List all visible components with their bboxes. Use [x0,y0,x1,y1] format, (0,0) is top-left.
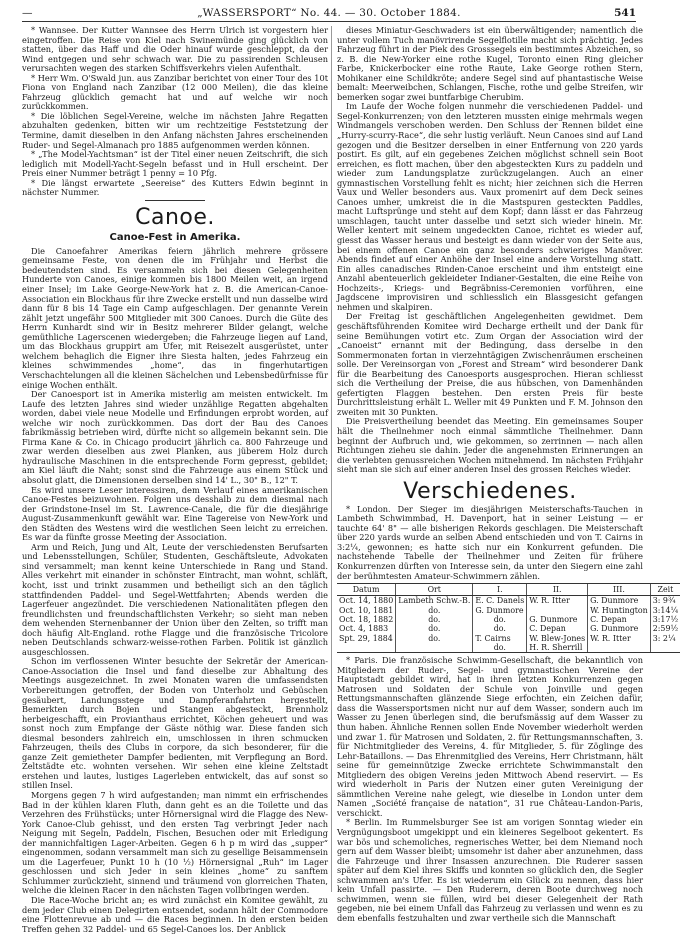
header-dash: — [22,7,33,19]
canoe-paragraph: Arm und Reich, Jung und Alt, Leute der verschiedensten Berufsarten und Lebensstellungen, Schüler, Studenten, Geschäftsleute, Advokaten sind versammelt; man kennt keine Unterschiede in Rang und Stand. Alles verkehrt mit einander in schönster Eintracht, man wohnt, schläft, kocht, isst und trinkt zusammen und betheiligt sich an den täglich stattfindenden Paddel- und Segel-Wettfahrten; Abends werden die Lagerfeuer angezündet. Die verschiedenen Nationalitäten pflegen den freundlichsten und freundschaftlichsten Verkehr; so sieht man neben dem wehenden Sternenbanner der Union über den Zelten, so trifft man doch häufig Alt-England. rothe Flagge und die französische Tricolore neben Deutschlands schwarz-weisse-rothen Farben. Politik ist gänzlich ausgeschlossen. [22,541,328,657]
table-cell: 3: 2¼ [650,634,680,643]
table-cell: W. R. Itter [527,596,588,606]
table-cell [396,643,473,653]
canoe-paragraph: Morgens gegen 7 h wird aufgestanden; man nimmt ein erfrischendes Bad in der kühlen klaren Fluth, dann geht es an die Toilette und das Verzehren des Frühstücks; unter Hörnersignal wird die Flagge des New-York Canoe-Club gehisst, und den ersten Tag verbringt Jeder nach Neigung mit Segeln, Paddeln, Fischen, Besuchen oder mit Erledigung der mannichfaltigen Lager-Arbeiten. Gegen 6 h p m wird das „supper“ eingenommen, sodann versammelt man sich zu gesellige Beisammensein um die Lagerfeuer, Punkt 10 h (10 ½) Hörnersignal „Ruh“ im Lager geschlossen und sich Jeder in sein kleines „home“ zu sanftem Schlummer zurückzieht, sinnend und träumend von glorreichen Thaten, welche die kleinen Racer in den nächsten Tagen vollbringen werden. [22,790,328,896]
column-divider [331,26,332,892]
section-divider [145,200,205,201]
canoe-paragraph-cont: Der Freitag ist geschäftlichen Angelegenheiten gewidmet. Dem geschäftsführenden Komitee wird Decharge ertheilt und der Dank für seine Bemühungen votirt etc. Zum Organ der Association wird der „Canoeist“ ernannt mit der Bedingung, dass derselbe in den Sommermonaten fortan in vierzehntägigen Zwischenräumen erscheinen solle. Der Vereinsorgan von „Forest and Stream“ wird besonderer Dank für die Bearbeitung des Canoesports ausgesprochen. Hieran schliesst sich die Vertheilung der Preise, die aus hübschen, von Damenhänden gefertigten Flaggen bestehen. Den ersten Preis für beste Durchrittsleistung erhält L. Weller mit 49 Punkten und F. M. Johnson den zweiten mit 30 Punkten. [337,311,643,417]
table-cell: E. C. Danels [473,596,527,606]
table-row [337,624,680,633]
news-item-oswald: * Herr Wm. O'Swald jun. aus Zanzibar berichtet von einer Tour des 10t Fiona von England nach Zanzibar (12 000 Meilen), die das kleine Fahrzeug glücklich gemacht hat und auf welche wir noch zurückkommen. [22,72,328,112]
table-cell: W. R. Itter [588,634,651,643]
table-cell: do. [396,606,473,615]
table-cell: G. Dunmore [588,624,651,633]
table-cell: G. Dunmore [527,615,588,624]
canoe-paragraph: Die Canoefahrer Amerikas feiern jährlich mehrere grössere gemeinsame Feste, von denen die im Frühjahr und Herbst die bedeutendsten sind. Es versammeln sich bei diesen Gelegenheiten Hunderte von Canoes, einige kommen bis 1800 Meilen weit, an irgend einer Insel; im Lake George-New-York hat z. B. die American-Canoe-Association ein Blockhaus für ihre Zwecke erstellt und nun dasselbe wird dann für 8 bis 14 Tage ein Camp aufgeschlagen. Der genannte Verein zählt jetzt ungefähr 500 Mitglieder mit 300 Canoes. Durch die Güte des Herrn Kunhardt sind wir in Besitz mehrerer Bilder gelangt, welche gemüthliche Lagerscenen wiedergeben; die Fahrzeuge liegen auf Land, um das Blockhaus gruppirt am Ufer, mit Reisezelt ausgerüstet, unter welchem behaglich die Eigner ihre Siesta halten, jedes Fahrzeug ein kleines schwimmendes „home“, das in fingerhutartigen Verschachtelungen all die kleinen Sächelchen und Lebensbedürfnisse für einige Wochen enthält. [22,245,328,390]
canoe-paragraph-cont: Im Laufe der Woche folgen nunmehr die verschiedenen Paddel- und Segel-Konkurrenzen; von den letzteren mussten einige mehrmals wegen Windmangels verschoben werden. Den Schluss der Rennen bildet eine „Hurry-scurry-Race“, die sehr lustig verläuft. Neun Canoes sind auf Land gezogen und die Besitzer derselben in einer Entfernung von 220 yards postirt. Es gilt, auf ein gegebenes Zeichen möglichst schnell sein Boot erreichen, es flott machen, über den abgesteckten Kurs zu paddeln und wieder zum Landungsplatze zurückzugelangen. Auch an einer gymnastischen Vorstellung fehlt es nicht; hier zeichnen sich die Herren Vaux und Weller besonders aus. Vaux promenirt auf dem Deck seines Canoes umher, umkreist die in die Mastspuren gesteckten Paddles, macht Luftsprünge und steht auf dem Kopf; dann lässt er das Fahrzeug umschlagen, taucht unter dasselbe und setzt sich wieder hinein. Mr. Weller kentert mit seinem ungedeckten Canoe, richtet es wieder auf, giesst das Wasser heraus und besteigt es dann wieder von der Seite aus, bei einem offenen Canoe ein ganz besonders schwieriges Manöver. Abends findet auf einer Anhöhe der Insel eine andere Vorstellung statt. Ein alles canadisches Rinden-Canoe erscheint und ihm entsteigt eine Anzahl abenteuerlich gekleideter Indianer-Gestalten, die eine Reihe von Hochzeits-, Kriegs- und Begräbniss-Ceremonien vorführen, eine Jagdscene improvisiren und schliesslich ein Blassgesicht gefangen nehmen und skalpiren. [337,101,643,312]
table-cell: G. Dunmore [473,606,527,615]
table-header-row [337,584,680,596]
table-cell [650,643,680,653]
page-header [22,7,636,22]
table-cell: H. R. Sherrill [527,643,588,653]
page-number: 541 [614,7,636,19]
news-item-seereise: * Die längst erwartete „Seereise“ des Kutters Edwin beginnt in nächster Nummer. [22,177,328,198]
table-cell: Oct. 14, 1880 [339,596,394,606]
table-cell [588,643,651,653]
column-header: I. [473,584,527,596]
canoe-paragraph-cont: Die Preisvertheilung beendet das Meeting. Ein gemeinsames Souper hält die Theilnehmer noch einmal sämmtliche Theilnehmer. Dann beginnt der Aufbruch und, wie gekommen, so zerrinnen — nach allen Richtungen zieheu sie dahin. Jeder die angenehmsten Erinnerungen an die verlebten genussreichen Wochen mitnehmend. Im nächsten Frühjahr sieht man sie sich auf einer anderen Insel des grossen Reiches wieder. [337,416,643,475]
column-header: III. [588,584,651,596]
news-item-model-yachtsman: * „The Model-Yachtsman“ ist der Titel einer neuen Zeitschrift, die sich lediglich mit Modell-Yacht-Segeln befasst und in Hull erscheint. Der Preis einer Nummer beträgt 1 penny = 10 Pfg. [22,149,328,179]
news-item-berlin: * Berlin. Im Rummelsburger See ist am vorigen Sonntag wieder ein Vergnügungsboot umgekippt und ein kleineres Segelboot gekentert. Es war bös und schemoliches, regnerisches Wetter, bei dem Niemand noch gern auf dem Wasser bleibt; umsomehr ist daher aber anzunehmen, dass die Fahrzeuge und ihrer Insassen anzurechnen. Die Ruderer sassen später auf dem Kiel ihres Skiffs und konnten so glücklich den, die Segler schwammen an's Ufer. Es ist wiederum ein Glück zu nennen, dass hier kein Unfall passirte. — Den Ruderern, deren Boote durchweg noch schwimmen, wenn sie füllen, wird bei dieser Gelegenheit der Rath gegeben, nie bei einem Unfall das Fahrzeug zu verlassen und wenn es zu dem ebenfalls festzuhalten und zwar vertheile sich die Mannschaft [337,817,643,923]
canoe-paragraph: Es wird unsere Leser interessiren, dem Verlauf eines amerikanischen Canoe-Festes beizuwohnen. Folgen uns desshalb zu dem diesmal nach der Grindstone-Insel im St. Lawrence-Canale, die für die diesjährige August-Zusammenkunft gewählt war. Eine Tagereise von New-York und den Städten des Westens wird die westlichen Seen leicht zu erreichen. Es war da fünfte grosse Meeting der Association. [22,484,328,543]
table-cell: 3: 9¾ [650,596,680,606]
results-table [337,583,680,653]
canoe-paragraph: Die Race-Woche bricht an; es wird zunächst ein Komitee gewählt, zu dem jeder Club einen Delegirten entsendet, sodann hält der Commodore eine Flottenrevue ab und — die Races beginnen. In den ersten beiden Treffen gehen 32 Paddel- und 65 Segel-Canoes los. Der Anblick [22,895,328,934]
table-cell: Spt. 29, 1884 [339,633,393,643]
table-cell: 3:14¼ [650,606,680,615]
table-row [337,643,680,653]
table-cell [337,643,396,653]
table-row [337,596,680,606]
section-title-verschiedenes: Verschiedenes. [403,478,577,504]
table-cell: do. [473,643,527,653]
table-cell: Oct. 10, 1881 [339,605,394,615]
table-row [337,615,680,624]
header-title: „WASSERSPORT“ No. 44. — 30. October 1884. [197,7,461,19]
table-cell: Oct. 4, 1883 [339,624,389,634]
table-cell: Lambeth Schw.-B. [396,596,473,606]
news-item-paris: * Paris. Die französische Schwimm-Gesellschaft, die bekanntlich von Mitgliedern der Ruder-, Segel- und gymnastischen Vereine der Hauptstadt gebildet wird, hat in ihren letzten Konkurrenzen gegen Matrosen und Soldaten der Schule von Joinville und gegen Rettungsmannschaften glänzende Siege erfochten, ein Zeichen dafür, dass die Wassersportsmen nicht nur auf dem Wasser, sondern auch im Wasser zu Jenen überlegen sind, die berufsmässig auf dem Wasser zu thun haben. Ähnliche Rennen sollen Ende November wiederholt werden und zwar 1. für Matrosen und Soldaten, 2. für Rettungsmannschaften, 3. für Nichtmitglieder des Vereins, 4. für Mitglieder, 5. für Zöglinge des Lehr-Bataillons. — Das Ehrenmitglied des Vereins, Herr Christmann, hält seine für gemeinnützige Zwecke errichtete Schwimmanstalt den Mitgliedern des obigen Vereins jeden Mittwoch Abend reservirt. — Es wird wiederholt in Paris der Nutzen einer guten Vereinigung der sämmtlichen Vereine nahe gelegt, wie dieselbe in London unter dem Namen „Société française de natation“, 31 rue Château-Landon-Paris, verschickt. [337,655,643,818]
news-item-london: * London. Der Sieger im diesjährigen Meisterschafts-Tauchen in Lambeth Schwimmbad, H. Davenport, hat in seiner Leistung — er tauchte 64' 8" — alle bisherigen Rekords geschlagen. Die Meisterschaft über 220 yards wurde an selben Abend entschieden und von T. Cairns in 3:2¼, gewonnen; es hatte sich nur ein Konkurrent gefunden. Die nachstehende Tabelle der Theilnehmer und Zeiten für frühere Konkurrenzen dürften von Interesse sein, da unter den Siegern eine zahl der berühmtesten Amateur-Schwimmern zählen. [337,503,643,581]
column-header: II. [527,584,588,596]
column-header: Ort [396,584,473,596]
table-cell: do. [473,624,527,633]
right-column [337,25,679,923]
table-cell: W. Huntington [588,606,651,615]
column-header: Datum [337,584,396,596]
table-cell: do. [473,615,527,624]
table-cell: T. Cairns [473,634,527,643]
table-row [337,606,680,615]
table-cell: do. [396,615,473,624]
section-title-canoe: Canoe. [135,204,215,230]
canoe-paragraph: Der Canoesport ist in Amerika misterlig am meisten entwickelt. Im Laufe des letzten Jahres sind wieder unzählige Regatten abgehalten worden, dabei viele neue Modelle und Erfindungen erprobt worden, auf welche wir noch zurückkommen. Das dort der Bau des Canoes fabrikmässig betrieben wird, dürfte nicht so allgemein bekannt sein. Die Firma Kane & Co. in Chicago producirt jährlich ca. 800 Fahrzeuge und zwar werden dieselben aus zwei Planken, aus jüberem Holz durch hydraulische Maschinen in die entsprechende Form gepresst, gebildet; am Kiel läuft die Naht; sonst sind die Fahrzeuge aus einem Stück und absolut glatt, die Dimensionen derselben sind 14' L., 30" B., 12" T. [22,389,328,485]
table-cell: C. Depan [588,615,651,624]
table-cell [527,606,588,615]
news-item-wannsee: * Wannsee. Der Kutter Wannsee des Herrn Ulrich ist vorgestern hier eingetroffen. Die Reise von Kiel nach Swinemünde ging glücklich von statten, über das Haff und die Oder hinauf wurde geschleppt, da der Wind entgegen und sehr schwach war. Die zu passirenden Schleusen verursachten wegen des starken Schiffsverkehrs vielen Aufenthalt. [22,25,328,74]
table-cell: 2:59½ [650,624,680,633]
canoe-paragraph-cont: dieses Miniatur-Geschwaders ist ein überwältigender; namentlich die unter vollem Tuch manövrirende Segelflotille macht sich prächtig. Jedes Fahrzeug führt in der Piek des Grosssegels ein bestimmtes Abzeichen, so z. B. die New-Yorker eine rothe Kugel, Toronto einen Ring gleicher Farbe, Knickerbocker eine rothe Raute, Lake George rothen Stern, Mohikaner eine Schildkröte; andere Segel sind auf phantastische Weise bemalt: Meerweibchen, Schlangen, Fische, rothe und gelbe Streifen, wir bemerken sogar zwei buntfarbige Cherubim. [337,25,643,102]
table-cell: 3:17½ [650,615,680,624]
column-header: Zeit [650,584,680,596]
table-cell: do. [396,634,473,643]
news-item-segel-vereine: * Die löblichen Segel-Vereine, welche im nächsten Jahre Regatten abzuhalten gedenken, bitten wir um rechtzeitige Feststetzung der Termine, damit dieselben in den Anfang nächsten Jahres erscheinenden Ruder- und Segel-Almanach pro 1885 aufgenommen werden können. [22,110,328,150]
table-cell: do. [396,624,473,633]
table-cell: C. Depan [527,624,588,633]
table-cell: G. Dunmore [588,596,651,606]
article-title-canoe-fest: Canoe-Fest in Amerika. [109,231,241,243]
canoe-paragraph: Schon im verflossenen Winter besuchte der Sekretär der American-Canoe-Association die Insel und fand dieselbe zur Abhaltung des Meetings ausgezeichnet. In zwei Monaten waren die umfassendsten Vorbereitungen getroffen, der Boden von Unterholz und Gebüschen gesäubert, Landungsstege und Dampferanfahrten hergestellt, Bemerkten durch Bojen und Stangen abgesteckt, Brennholz herbeigeschafft, ein Provianthaus errichtet, Köchen geheuert und was sonst noch zum Empfange der Gäste nöthig war. Diese fanden sich diesmal besonders zahlreich ein, umschlossen in ihren schmucken Fahrzeugen, theils des Clubs in corpore, da sich besonderer, für die ganze Zeit gemietheter Dampfer bedienten, mit Verpflegung an Bord. Zeltstädte etc. wohnten versehen. Wir sehen eine kleine Zeltstadt erstehen und lautes, lustiges Lagerleben entwickelt, das auf sonst so stillen Insel. [22,656,328,791]
table-cell: W. Blew-Jones [527,634,588,643]
table-row [337,634,680,643]
left-column [22,25,328,934]
table-cell: Oct. 18, 1882 [339,614,394,624]
